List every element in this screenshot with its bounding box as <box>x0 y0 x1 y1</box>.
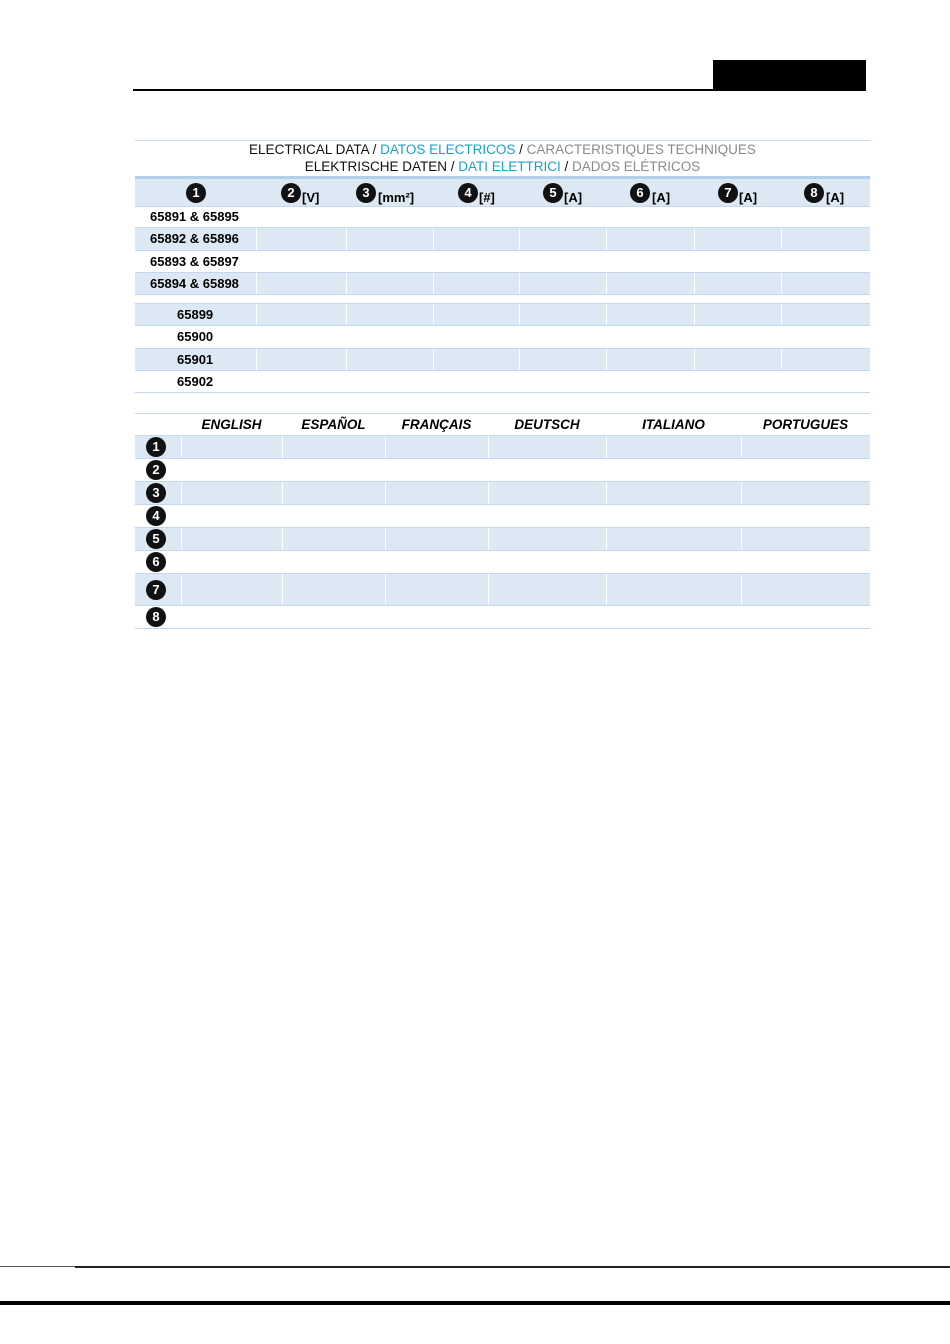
number-8-icon: 8 <box>804 183 824 203</box>
title-sep: / <box>515 142 527 157</box>
number-2-icon: 2 <box>281 183 301 203</box>
lang-english: ENGLISH <box>181 414 282 436</box>
language-header-row <box>135 414 870 436</box>
table-row <box>135 207 870 228</box>
legend-row <box>135 459 870 482</box>
electrical-data-table <box>135 176 870 393</box>
title-pt: DADOS ELÉTRICOS <box>572 159 701 174</box>
legend-row <box>135 528 870 551</box>
title-sep: / <box>368 142 381 157</box>
lang-deutsch: DEUTSCH <box>488 414 606 436</box>
footer-rule-thick <box>0 1301 950 1305</box>
unit-label: [V] <box>302 190 320 205</box>
footer-rule-thin <box>75 1266 950 1268</box>
title-it: DATI ELETTRICI <box>458 159 561 174</box>
legend-row <box>135 505 870 528</box>
table-row <box>135 273 870 295</box>
number-6-icon: 6 <box>630 183 650 203</box>
number-6-icon: 6 <box>146 552 166 572</box>
unit-label: [mm²] <box>378 190 415 205</box>
number-7-icon: 7 <box>146 580 166 600</box>
lang-espanol: ESPAÑOL <box>282 414 385 436</box>
number-1-icon: 1 <box>146 437 166 457</box>
number-1-icon: 1 <box>186 183 206 203</box>
electrical-header-row <box>135 178 870 207</box>
number-3-icon: 3 <box>146 483 166 503</box>
number-5-icon: 5 <box>543 183 563 203</box>
lang-portugues: PORTUGUES <box>741 414 870 436</box>
table-row <box>135 371 870 393</box>
language-legend-table <box>135 413 870 629</box>
number-8-icon: 8 <box>146 607 166 627</box>
product-code: 65892 & 65896 <box>150 231 239 246</box>
legend-row <box>135 482 870 505</box>
number-7-icon: 7 <box>718 183 738 203</box>
product-code: 65894 & 65898 <box>150 275 239 291</box>
title-es: DATOS ELECTRICOS <box>380 142 516 157</box>
title-de: ELEKTRISCHE DATEN <box>304 159 447 174</box>
header-rule <box>133 89 866 91</box>
number-4-icon: 4 <box>146 506 166 526</box>
table-row <box>135 228 870 251</box>
number-5-icon: 5 <box>146 529 166 549</box>
header-tab <box>713 60 866 91</box>
legend-row <box>135 551 870 574</box>
title-line-2 <box>135 158 870 175</box>
title-line-1 <box>135 141 870 158</box>
spacer-row <box>135 295 870 304</box>
product-code: 65891 & 65895 <box>150 209 239 224</box>
product-code: 65900 <box>177 329 214 344</box>
table-row <box>135 304 870 326</box>
lang-italiano: ITALIANO <box>606 414 741 436</box>
table-title <box>135 140 870 176</box>
unit-label: [A] <box>739 190 758 205</box>
legend-row <box>135 606 870 629</box>
unit-label: [A] <box>826 190 845 205</box>
table-row <box>135 326 870 349</box>
col-header-8 <box>781 178 870 207</box>
unit-label: [A] <box>564 190 583 205</box>
product-code: 65901 <box>177 351 214 367</box>
table-row <box>135 251 870 273</box>
col-header-1 <box>135 178 256 207</box>
title-en: ELECTRICAL DATA <box>249 142 369 157</box>
number-2-icon: 2 <box>146 460 166 480</box>
number-3-icon: 3 <box>356 183 376 203</box>
col-header-7 <box>694 178 781 207</box>
title-sep: / <box>446 159 459 174</box>
unit-label: [A] <box>652 190 671 205</box>
product-code: 65902 <box>177 373 214 389</box>
col-header-5 <box>519 178 606 207</box>
col-header-3 <box>346 178 433 207</box>
title-sep: / <box>560 159 573 174</box>
col-header-6 <box>606 178 694 207</box>
legend-row <box>135 436 870 459</box>
number-4-icon: 4 <box>458 183 478 203</box>
col-header-4 <box>433 178 519 207</box>
title-fr: CARACTERISTIQUES TECHNIQUES <box>526 142 756 157</box>
unit-label: [#] <box>479 190 495 205</box>
legend-row <box>135 574 870 606</box>
product-code: 65899 <box>177 306 214 322</box>
table-row <box>135 349 870 371</box>
product-code: 65893 & 65897 <box>150 253 239 269</box>
lang-francais: FRANÇAIS <box>385 414 488 436</box>
col-header-2 <box>256 178 346 207</box>
